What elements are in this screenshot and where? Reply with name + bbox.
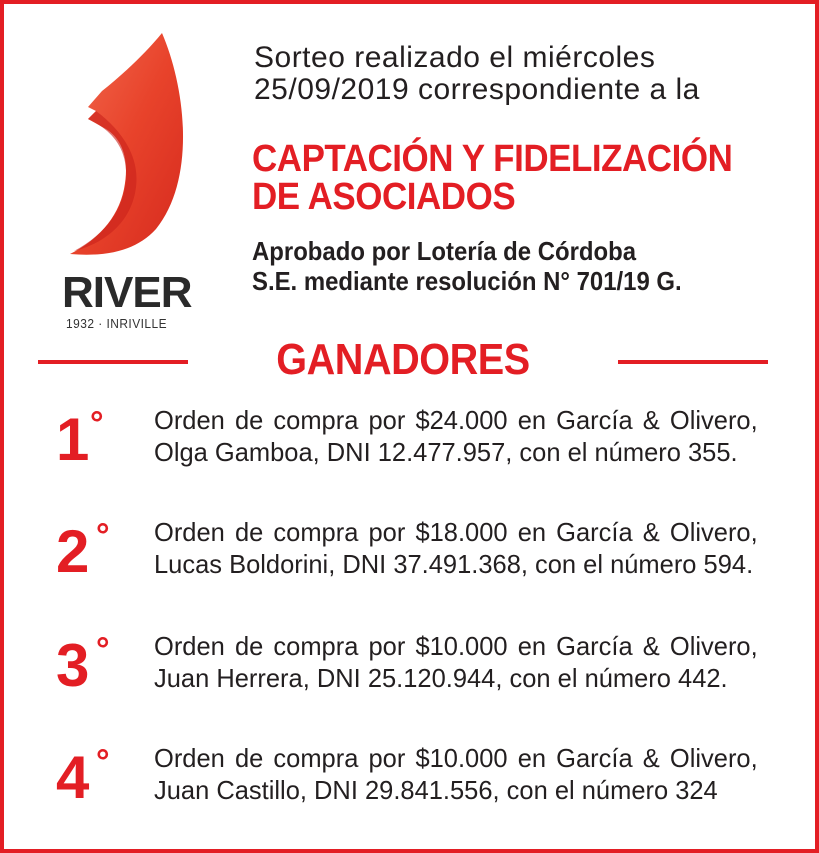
program-title-line-1: CAPTACIÓN Y FIDELIZACIÓN [252, 138, 733, 180]
red-flame-swoosh-icon [66, 29, 186, 264]
place-number: 4 [56, 744, 88, 811]
winners-heading-row [38, 334, 768, 386]
draw-intro [254, 42, 700, 106]
approval-notice [252, 236, 682, 296]
place-number: 2 [56, 518, 88, 585]
winner-description: Orden de compra por $10.000 en García & Olivero, Juan Castillo, DNI 29.841.556, con el número 324 [154, 743, 758, 805]
winner-description: Orden de compra por $18.000 en García & Olivero, Lucas Boldorini, DNI 37.491.368, con el número 594. [154, 517, 758, 579]
winner-item [4, 516, 819, 616]
intro-line-2: 25/09/2019 correspondiente a la [254, 73, 700, 106]
degree-mark: ° [96, 517, 110, 555]
place-number: 1 [56, 406, 88, 473]
winners-heading: GANADORES [276, 335, 530, 384]
program-title [252, 140, 732, 216]
winner-item [4, 404, 819, 504]
winner-item [4, 742, 819, 842]
logo-subtitle: 1932 · INRIVILLE [66, 316, 168, 331]
approval-line-1: Aprobado por Lotería de Córdoba [252, 236, 637, 266]
degree-mark: ° [96, 743, 110, 781]
degree-mark: ° [96, 631, 110, 669]
logo-wordmark: RIVER [62, 268, 192, 317]
winner-description: Orden de compra por $24.000 en García & Olivero, Olga Gamboa, DNI 12.477.957, con el número 355. [154, 405, 758, 467]
place-number: 3 [56, 632, 88, 699]
intro-line-1: Sorteo realizado el miércoles [254, 41, 656, 74]
river-logo [56, 29, 196, 329]
winner-item [4, 630, 819, 730]
approval-line-2: S.E. mediante resolución N° 701/19 G. [252, 266, 682, 296]
heading-divider-right [618, 360, 768, 364]
degree-mark: ° [90, 405, 104, 443]
winner-description: Orden de compra por $10.000 en García & Olivero, Juan Herrera, DNI 25.120.944, con el número 442. [154, 631, 758, 693]
program-title-line-2: DE ASOCIADOS [252, 176, 516, 218]
